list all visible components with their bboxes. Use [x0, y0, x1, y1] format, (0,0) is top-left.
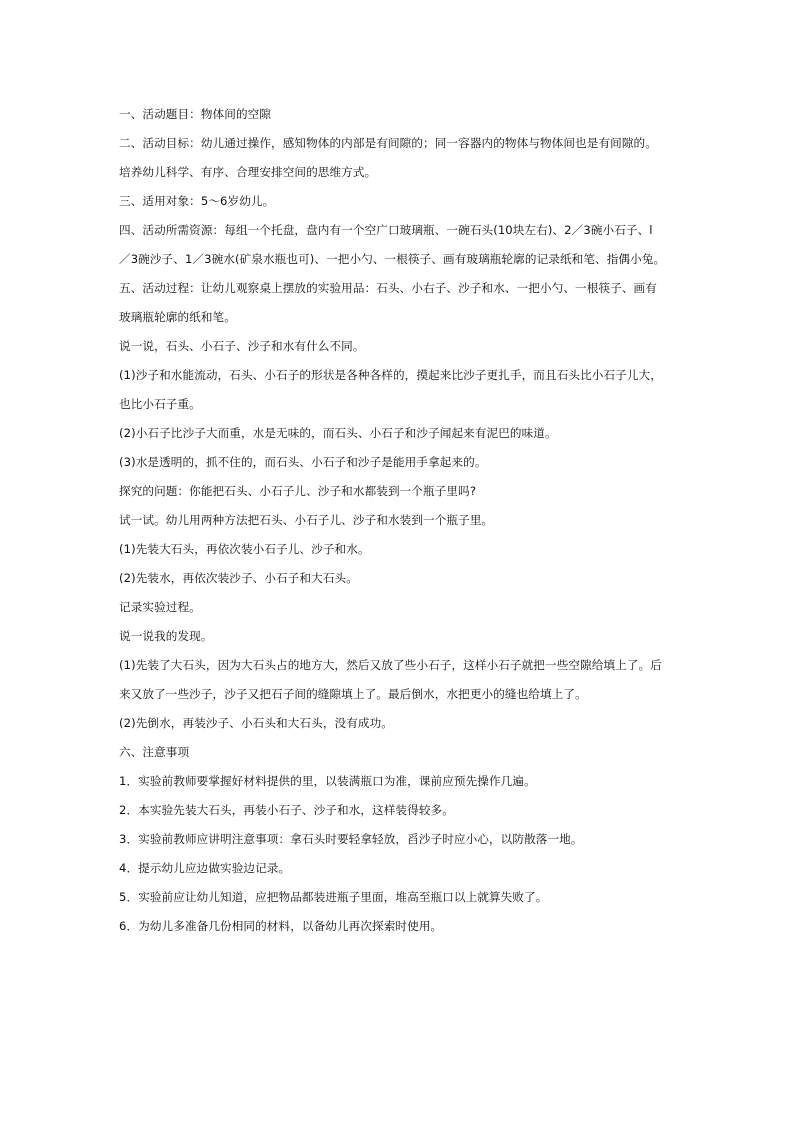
list-item: (1)先装了大石头，因为大石头占的地方大，然后又放了些小石子，这样小石子就把一些空隙给填上了。后 — [119, 658, 662, 672]
list-item: 3．实验前教师应讲明注意事项：拿石头时要轻拿轻放，舀沙子时应小心，以防散落一地。 — [119, 832, 583, 846]
paragraph-line: 来又放了一些沙子，沙子又把石子间的缝隙填上了。最后倒水，水把更小的缝也给填上了。 — [119, 687, 587, 701]
list-item: (3)水是透明的，抓不住的，而石头、小石子和沙子是能用手拿起来的。 — [119, 455, 487, 469]
paragraph-line: 也比小石子重。 — [119, 397, 201, 411]
paragraph-line: 玻璃瓶轮廓的纸和笔。 — [119, 310, 236, 324]
document-body — [119, 100, 679, 941]
list-item: (1)先装大石头，再依次装小石子儿、沙子和水。 — [119, 542, 370, 556]
paragraph-line: 试一试。幼儿用两种方法把石头、小石子儿、沙子和水装到一个瓶子里。 — [119, 513, 494, 527]
list-item: (1)沙子和水能流动，石头、小石子的形状是各种各样的，摸起来比沙子更扎手，而且石头比小石子儿大， — [119, 368, 662, 382]
section-heading-process: 五、活动过程：让幼儿观察桌上摆放的实验用品：石头、小右子、沙子和水、一把小勺、一根筷子、画有 — [119, 281, 657, 295]
list-item: (2)小石子比沙子大而重，水是无味的，而石头、小石子和沙子闻起来有泥巴的味道。 — [119, 426, 557, 440]
list-item: 5．实验前应让幼儿知道，应把物品都装进瓶子里面，堆高至瓶口以上就算失败了。 — [119, 890, 548, 904]
section-heading-resources: 四、活动所需资源：每组一个托盘，盘内有一个空广口玻璃瓶、一碗石头(10块左右)、2／3碗小石子、l — [119, 223, 653, 237]
list-item: 4．提示幼儿应边做实验边记录。 — [119, 861, 291, 875]
paragraph-line: 记录实验过程。 — [119, 600, 201, 614]
paragraph-line: 说一说我的发现。 — [119, 629, 213, 643]
paragraph-line: 探究的问题：你能把石头、小石子儿、沙子和水都装到一个瓶子里吗? — [119, 484, 477, 498]
section-heading-notes: 六、注意事项 — [119, 745, 190, 759]
paragraph-line: 培养幼儿科学、有序、合理安排空间的思维方式。 — [119, 165, 377, 179]
list-item: 1．实验前教师要掌握好材料提供的里，以装满瓶口为准，课前应预先操作几遍。 — [119, 774, 536, 788]
list-item: 2．本实验先装大石头，再装小石子、沙子和水，这样装得较多。 — [119, 803, 454, 817]
list-item: 6．为幼儿多准备几份相同的材料，以备幼儿再次探索时使用。 — [119, 919, 443, 933]
list-item: (2)先倒水，再装沙子、小石头和大石头，没有成功。 — [119, 716, 393, 730]
list-item: (2)先装水，再依次装沙子、小石子和大石头。 — [119, 571, 358, 585]
section-heading-goals: 二、活动目标：幼儿通过操作，感知物体的内部是有间隙的；同一容器内的物体与物体间也是有间隙的。 — [119, 136, 657, 150]
paragraph-line: 说一说，石头、小石子、沙子和水有什么不同。 — [119, 339, 365, 353]
section-heading-audience: 三、适用对象：5～6岁幼儿。 — [119, 194, 275, 208]
section-heading-topic: 一、活动题目：物体间的空隙 — [119, 107, 272, 121]
paragraph-line: ／3碗沙子、1／3碗水(矿泉水瓶也可)、一把小勺、一根筷子、画有玻璃瓶轮廓的记录纸和笔、指偶小兔。 — [119, 252, 666, 266]
